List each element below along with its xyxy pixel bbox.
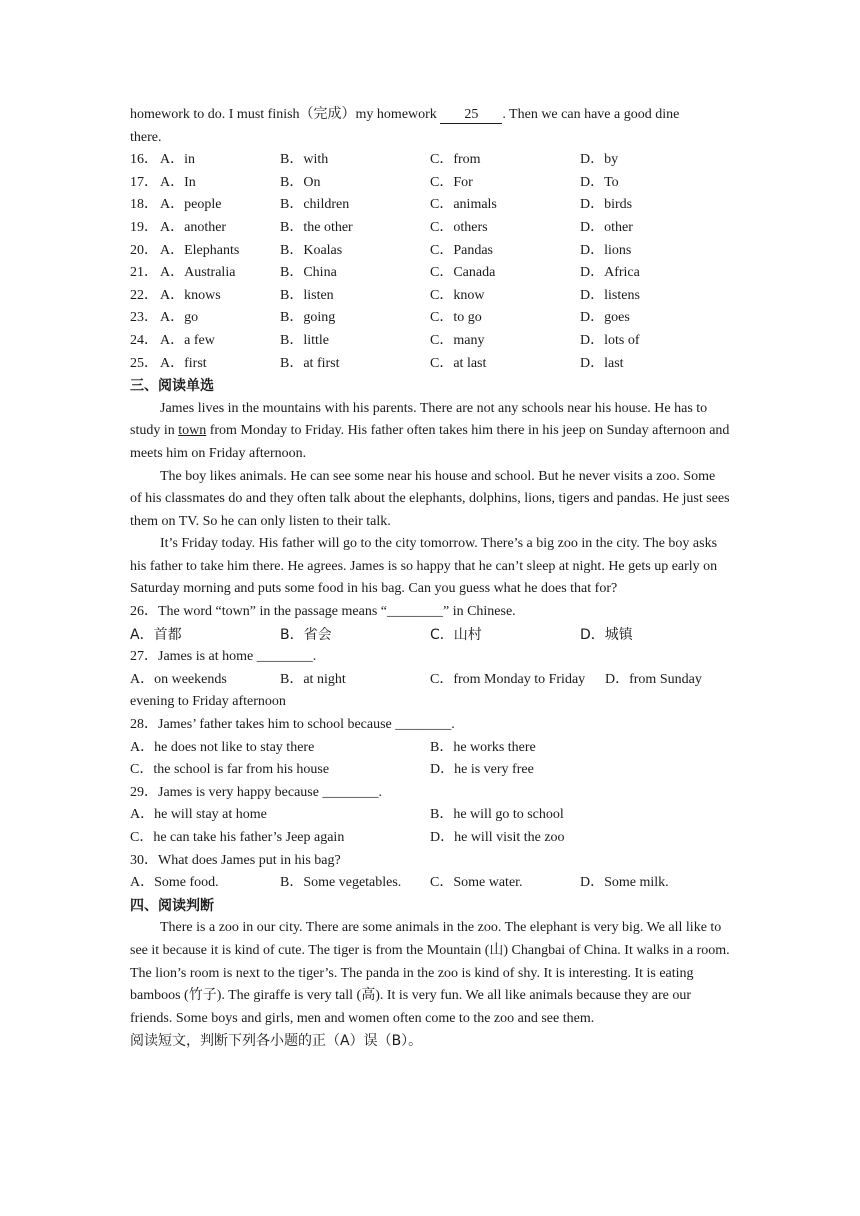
answer-blank-25: 25 — [440, 107, 502, 124]
option-b: B．he will go to school — [430, 807, 564, 823]
option-b: B．listen — [280, 287, 334, 303]
option-d: D．birds — [580, 197, 633, 213]
question-number: 23． — [130, 310, 158, 326]
option-b: B．the other — [280, 219, 353, 235]
option-d: D．from Sunday — [605, 671, 702, 687]
cloze-options — [130, 149, 730, 375]
intro-line-2: there. — [130, 129, 162, 145]
option-c: C．For — [430, 174, 473, 190]
option-c: C．to go — [430, 310, 482, 326]
question-27-options — [130, 669, 730, 692]
worksheet-page — [130, 104, 730, 1053]
cloze-question-row — [130, 194, 730, 217]
option-d: D．he is very free — [430, 762, 534, 778]
option-c: C．Canada — [430, 265, 496, 281]
section-4-instruction: 阅读短文，判断下列各小题的正（A）误（B）。 — [130, 1033, 423, 1050]
passage-paragraph-2: The boy likes animals. He can see some near his house and school. But he never visits a zoo. Some of his classmates do and they often talk about the elephants, dolphins, lions, tigers and pandas. He just sees them on TV. So he can only listen to their talk. — [130, 468, 730, 529]
cloze-question-row — [130, 240, 730, 263]
option-c: C．at last — [430, 355, 487, 371]
cloze-question-row — [130, 217, 730, 240]
option-c: C．many — [430, 332, 485, 348]
section-4-heading: 四、阅读判断 — [130, 897, 214, 914]
option-b: B．going — [280, 310, 336, 326]
option-b: B．Some vegetables. — [280, 875, 402, 891]
question-29-options-cd — [130, 827, 730, 850]
cloze-question-row — [130, 262, 730, 285]
option-a: 17． A．In — [130, 172, 280, 195]
option-a: 24． A．a few — [130, 330, 280, 353]
option-c: C．know — [430, 287, 485, 303]
option-c: C．Pandas — [430, 242, 493, 258]
option-c: C．山村 — [430, 626, 482, 643]
question-27-option-d-cont: evening to Friday afternoon — [130, 694, 286, 710]
option-b: B．with — [280, 152, 329, 168]
option-a: A．on weekends — [130, 671, 227, 687]
option-a: A．he does not like to stay there — [130, 739, 315, 755]
passage-paragraph-1: James lives in the mountains with his parents. There are not any schools near his house. He has to study in town from Monday to Friday. His father often takes him there in his jeep on Sunday afternoon and meets him on Friday afternoon. — [130, 400, 730, 461]
option-a: 18． A．people — [130, 194, 280, 217]
option-c: C．the school is far from his house — [130, 762, 330, 778]
question-28: 28．James’ father takes him to school because ________. — [130, 717, 455, 733]
option-d: D．城镇 — [580, 626, 633, 643]
intro-line — [130, 104, 730, 127]
question-26-options — [130, 624, 730, 647]
question-29-options-ab — [130, 804, 730, 827]
cloze-question-row — [130, 353, 730, 376]
option-a: 20． A．Elephants — [130, 240, 280, 263]
option-a: 22． A．knows — [130, 285, 280, 308]
option-d: D．Africa — [580, 265, 640, 281]
intro-text: homework to do. I must finish（完成）my homework — [130, 107, 441, 122]
option-c: C．Some water. — [430, 875, 523, 891]
cloze-question-row — [130, 172, 730, 195]
question-number: 25． — [130, 355, 158, 371]
question-27: 27．James is at home ________. — [130, 649, 317, 665]
option-d: D．lots of — [580, 332, 640, 348]
option-d: D．Some milk. — [580, 875, 669, 891]
section-3-heading: 三、阅读单选 — [130, 378, 214, 395]
question-26: 26．The word “town” in the passage means “________” in Chinese. — [130, 604, 516, 620]
option-b: B．at night — [280, 671, 346, 687]
question-30-options — [130, 872, 730, 895]
question-29: 29．James is very happy because ________. — [130, 784, 382, 800]
option-b: B．at first — [280, 355, 340, 371]
option-b: B．children — [280, 197, 350, 213]
option-a: 19． A．another — [130, 217, 280, 240]
question-number: 24． — [130, 332, 158, 348]
underlined-word-town: town — [178, 423, 207, 439]
question-number: 20． — [130, 242, 158, 258]
question-number: 18． — [130, 197, 158, 213]
cloze-question-row — [130, 149, 730, 172]
question-number: 22． — [130, 287, 158, 303]
option-a: 16． A．in — [130, 149, 280, 172]
option-d: D．he will visit the zoo — [430, 830, 565, 845]
cloze-question-row — [130, 285, 730, 308]
option-a: 21． A．Australia — [130, 262, 280, 285]
option-b: B．China — [280, 265, 337, 281]
option-c: C．others — [430, 219, 488, 235]
option-d: D．last — [580, 355, 624, 371]
option-a: A．首都 — [130, 626, 182, 643]
cloze-question-row — [130, 330, 730, 353]
option-a: 25． A．first — [130, 353, 280, 376]
option-d: D．other — [580, 219, 633, 235]
passage-paragraph-3: It’s Friday today. His father will go to the city tomorrow. There’s a big zoo in the city. The boy asks his father to take him there. He agrees. James is so happy that he can’t sleep at night. He gets up early on Saturday morning and puts some food in his bag. Can you guess what he does that for? — [130, 536, 718, 597]
option-b: B．he works there — [430, 739, 536, 755]
question-30: 30．What does James put in his bag? — [130, 852, 341, 868]
question-number: 19． — [130, 219, 158, 235]
option-b: B．省会 — [280, 626, 332, 643]
option-c: C．animals — [430, 197, 497, 213]
option-c: C．from Monday to Friday — [430, 671, 586, 687]
option-d: D．lions — [580, 242, 632, 258]
section-4-passage: There is a zoo in our city. There are some animals in the zoo. The elephant is very big. We all like to see it because it is kind of cute. The tiger is from the Mountain (山) Changbai of China. It walks in a room. The lion’s room is next to the tiger’s. The panda in the zoo is kind of shy. It is interesting. It is eating bamboos (竹子). The giraffe is very tall (高). It is very fun. We all like animals because they are our friends. Some boys and girls, men and women often come to the zoo and see them. — [130, 920, 730, 1026]
option-d: D．goes — [580, 310, 630, 326]
option-a: A．Some food. — [130, 875, 219, 891]
option-d: D．To — [580, 174, 619, 190]
question-28-options-ab — [130, 737, 730, 760]
option-b: B．On — [280, 174, 321, 190]
option-c: C．from — [430, 152, 481, 168]
intro-text-cont: . Then we can have a good dine — [502, 107, 680, 122]
question-number: 21． — [130, 265, 158, 281]
question-28-options-cd — [130, 759, 730, 782]
option-b: B．little — [280, 332, 329, 348]
option-d: D．by — [580, 152, 619, 168]
option-a: A．he will stay at home — [130, 807, 267, 823]
option-a: 23． A．go — [130, 307, 280, 330]
question-number: 16． — [130, 152, 158, 168]
option-b: B．Koalas — [280, 242, 343, 258]
option-d: D．listens — [580, 287, 640, 303]
question-number: 17． — [130, 174, 158, 190]
cloze-question-row — [130, 307, 730, 330]
option-c: C．he can take his father’s Jeep again — [130, 830, 345, 845]
